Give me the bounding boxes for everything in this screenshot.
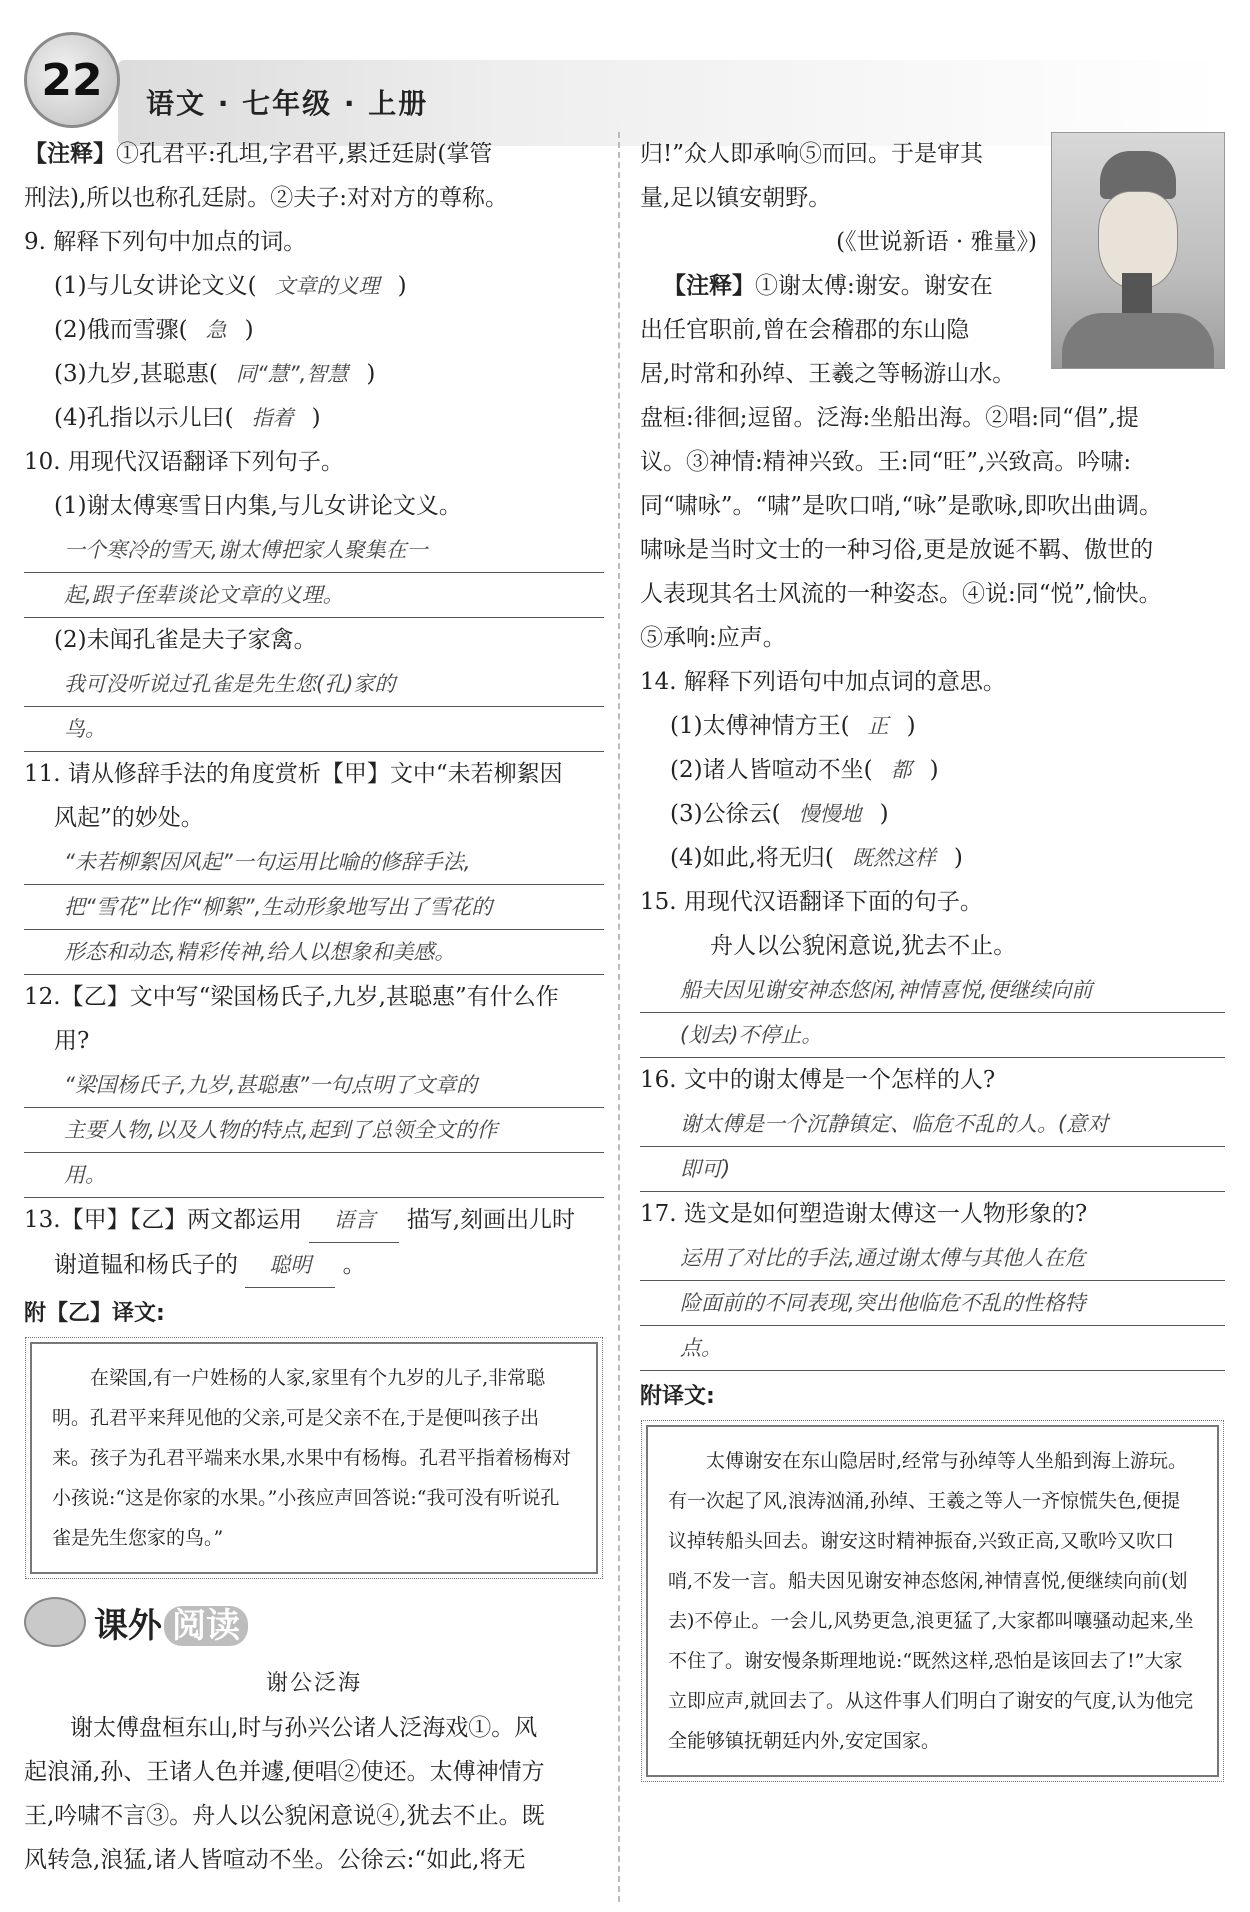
note-paragraph: 【注释】①谢太傅:谢安。谢安在 <box>663 272 993 299</box>
answer-text: 指着 <box>251 406 294 430</box>
note-paragraph-cont: 刑法),所以也称孔廷尉。②夫子:对对方的尊称。 <box>24 185 509 211</box>
answer-line: (划去)不停止。 <box>640 1013 1225 1058</box>
passage-title: 谢公泛海 <box>265 1671 362 1696</box>
question-12-cont: 用? <box>54 1028 90 1054</box>
question-11: 11. 请从修辞手法的角度赏析【甲】文中“未若柳絮因 <box>24 761 563 787</box>
question-10: 10. 用现代汉语翻译下列句子。 <box>24 449 344 475</box>
question-13-cont: 谢道韫和杨氏子的 聪明 。 <box>24 1243 604 1288</box>
note-line: 啸咏是当时文士的一种习俗,更是放诞不羁、傲世的 <box>640 537 1154 563</box>
page-number-badge: 22 <box>24 32 120 128</box>
answer-text: 正 <box>867 714 889 738</box>
note-line: 议。③神情:精神兴致。王:同“旺”,兴致高。吟啸: <box>640 449 1132 475</box>
answer-line: 运用了对比的手法,通过谢太傅与其他人在危 <box>640 1236 1225 1281</box>
answer-12 <box>24 1063 604 1198</box>
answer-line: 把“雪花”比作“柳絮”,生动形象地写出了雪花的 <box>24 885 604 930</box>
answer-17 <box>640 1236 1225 1371</box>
translation-box <box>646 1425 1219 1777</box>
question-11-cont: 风起”的妙处。 <box>54 805 204 831</box>
question-item: (2)诸人皆喧动不坐( 都 ) <box>670 757 939 783</box>
answer-15 <box>640 968 1225 1058</box>
question-item: (1)太傅神情方王( 正 ) <box>670 713 916 739</box>
answer-line: “梁国杨氏子,九岁,甚聪惠”一句点明了文章的 <box>24 1063 604 1108</box>
question-16: 16. 文中的谢太傅是一个怎样的人? <box>640 1067 996 1093</box>
passage-line: 风转急,浪猛,诸人皆喧动不坐。公徐云:“如此,将无 <box>24 1847 526 1873</box>
passage-source: (《世说新语 · 雅量》) <box>836 229 1037 255</box>
question-10-1: (1)谢太傅寒雪日内集,与儿女讲论文义。 <box>54 493 462 519</box>
answer-line: 点。 <box>640 1326 1225 1371</box>
question-13: 13.【甲】【乙】两文都运用 语言 描写,刻画出儿时 <box>24 1198 604 1243</box>
passage-line: 谢太傅盘桓东山,时与孙兴公诸人泛海戏①。风 <box>70 1715 538 1741</box>
question-9-items <box>24 264 604 440</box>
palette-icon <box>24 1597 86 1647</box>
question-item: (2)俄而雪骤( 急 ) <box>54 317 254 343</box>
section-banner <box>24 1592 604 1652</box>
page-header <box>18 20 1228 120</box>
question-14: 14. 解释下列语句中加点词的意思。 <box>640 669 1006 695</box>
banner-text-2: 阅读 <box>164 1606 248 1646</box>
answer-line: 用。 <box>24 1153 604 1198</box>
question-item: (3)公徐云( 慢慢地 ) <box>670 801 889 827</box>
answer-text: 急 <box>205 318 227 342</box>
answer-line: “未若柳絮因风起”一句运用比喻的修辞手法, <box>24 840 604 885</box>
book-title: 语文 · 七年级 · 上册 <box>146 87 429 120</box>
question-10-2: (2)未闻孔雀是夫子家禽。 <box>54 627 317 653</box>
note-line: ⑤承响:应声。 <box>640 625 786 651</box>
question-12: 12.【乙】文中写“梁国杨氏子,九岁,甚聪惠”有什么作 <box>24 984 559 1010</box>
question-15: 15. 用现代汉语翻译下面的句子。 <box>640 889 983 915</box>
answer-line: 即可) <box>640 1147 1225 1192</box>
answer-line: 船夫因见谢安神态悠闲,神情喜悦,便继续向前 <box>640 968 1225 1013</box>
answer-line: 一个寒冷的雪天,谢太傅把家人聚集在一 <box>24 528 604 573</box>
answer-blank: 语言 <box>309 1198 399 1243</box>
column-divider <box>618 132 620 1902</box>
passage-line: 量,足以镇安朝野。 <box>640 185 832 211</box>
passage-line: 起浪涌,孙、王诸人色并遽,便唱②使还。太傅神情方 <box>24 1759 545 1785</box>
answer-text: 既然这样 <box>851 846 936 870</box>
translation-box <box>30 1342 598 1574</box>
question-9: 9. 解释下列句中加点的词。 <box>24 229 307 255</box>
answer-line: 形态和动态,精彩传神,给人以想象和美感。 <box>24 930 604 975</box>
question-15-sentence: 舟人以公貌闲意说,犹去不止。 <box>710 933 1017 959</box>
note-paragraph: 【注释】①孔君平:孔坦,字君平,累迁廷尉(掌管 <box>24 140 493 167</box>
answer-10-2 <box>24 662 604 752</box>
note-line: 居,时常和孙绰、王羲之等畅游山水。 <box>640 361 1016 387</box>
translation-heading: 附【乙】译文: <box>24 1301 165 1326</box>
question-17: 17. 选文是如何塑造谢太傅这一人物形象的? <box>640 1201 1088 1227</box>
answer-text: 文章的义理 <box>274 274 380 298</box>
answer-line: 起,跟子侄辈谈论文章的义理。 <box>24 573 604 618</box>
answer-11 <box>24 840 604 975</box>
note-line: 同“啸咏”。“啸”是吹口哨,“咏”是歌咏,即吹出曲调。 <box>640 493 1163 519</box>
answer-line: 险面前的不同表现,突出他临危不乱的性格特 <box>640 1281 1225 1326</box>
note-line: 人表现其名士风流的一种姿态。④说:同“悦”,愉快。 <box>640 581 1162 607</box>
passage-line: 王,吟啸不言③。舟人以公貌闲意说④,犹去不止。既 <box>24 1803 545 1829</box>
xie-an-portrait-image <box>1051 132 1225 369</box>
answer-line: 我可没听说过孔雀是先生您(孔)家的 <box>24 662 604 707</box>
question-item: (1)与儿女讲论文义( 文章的义理 ) <box>54 273 407 299</box>
answer-line: 鸟。 <box>24 707 604 752</box>
answer-text: 都 <box>890 758 912 782</box>
answer-10-1 <box>24 528 604 618</box>
passage-line: 归!”众人即承响⑤而回。于是审其 <box>640 141 984 167</box>
left-column <box>24 132 604 1882</box>
question-14-items <box>640 704 1225 880</box>
note-line: 盘桓:徘徊;逗留。泛海:坐船出海。②唱:同“倡”,提 <box>640 405 1139 431</box>
question-item: (3)九岁,甚聪惠( 同“慧”,智慧 ) <box>54 361 376 387</box>
translation-text: 太傅谢安在东山隐居时,经常与孙绰等人坐船到海上游玩。有一次起了风,浪涛汹涌,孙绰、王羲之等人一齐惊慌失色,便提议掉转船头回去。谢安这时精神振奋,兴致正高,又歌吟又吹口哨,不发一言。船夫因见谢安神态悠闲,神情喜悦,便继续向前(划去)不停止。一会儿,风势更急,浪更猛了,大家都叫嚷骚动起来,坐不住了。谢安慢条斯理地说:“既然这样,恐怕是该回去了!”大家立即应声,就回去了。从这件事人们明白了谢安的气度,认为他完全能够镇抚朝廷内外,安定国家。 <box>668 1450 1194 1752</box>
question-item: (4)孔指以示儿曰( 指着 ) <box>54 405 321 431</box>
right-column <box>640 132 1225 1791</box>
answer-text: 慢慢地 <box>798 802 862 826</box>
question-item: (4)如此,将无归( 既然这样 ) <box>670 845 963 871</box>
note-line: 出任官职前,曾在会稽郡的东山隐 <box>640 317 970 343</box>
translation-heading: 附译文: <box>640 1384 715 1409</box>
answer-blank: 聪明 <box>245 1243 335 1288</box>
answer-16 <box>640 1102 1225 1192</box>
answer-text: 同“慧”,智慧 <box>235 362 349 386</box>
banner-text-1: 课外 <box>94 1605 162 1646</box>
answer-line: 主要人物,以及人物的特点,起到了总领全文的作 <box>24 1108 604 1153</box>
translation-text: 在梁国,有一户姓杨的人家,家里有个九岁的儿子,非常聪明。孔君平来拜见他的父亲,可是父亲不在,于是便叫孩子出来。孩子为孔君平端来水果,水果中有杨梅。孔君平指着杨梅对小孩说:“这是你家的水果。”小孩应声回答说:“我可没有听说孔雀是先生您家的鸟。” <box>52 1367 572 1549</box>
answer-line: 谢太傅是一个沉静镇定、临危不乱的人。(意对 <box>640 1102 1225 1147</box>
